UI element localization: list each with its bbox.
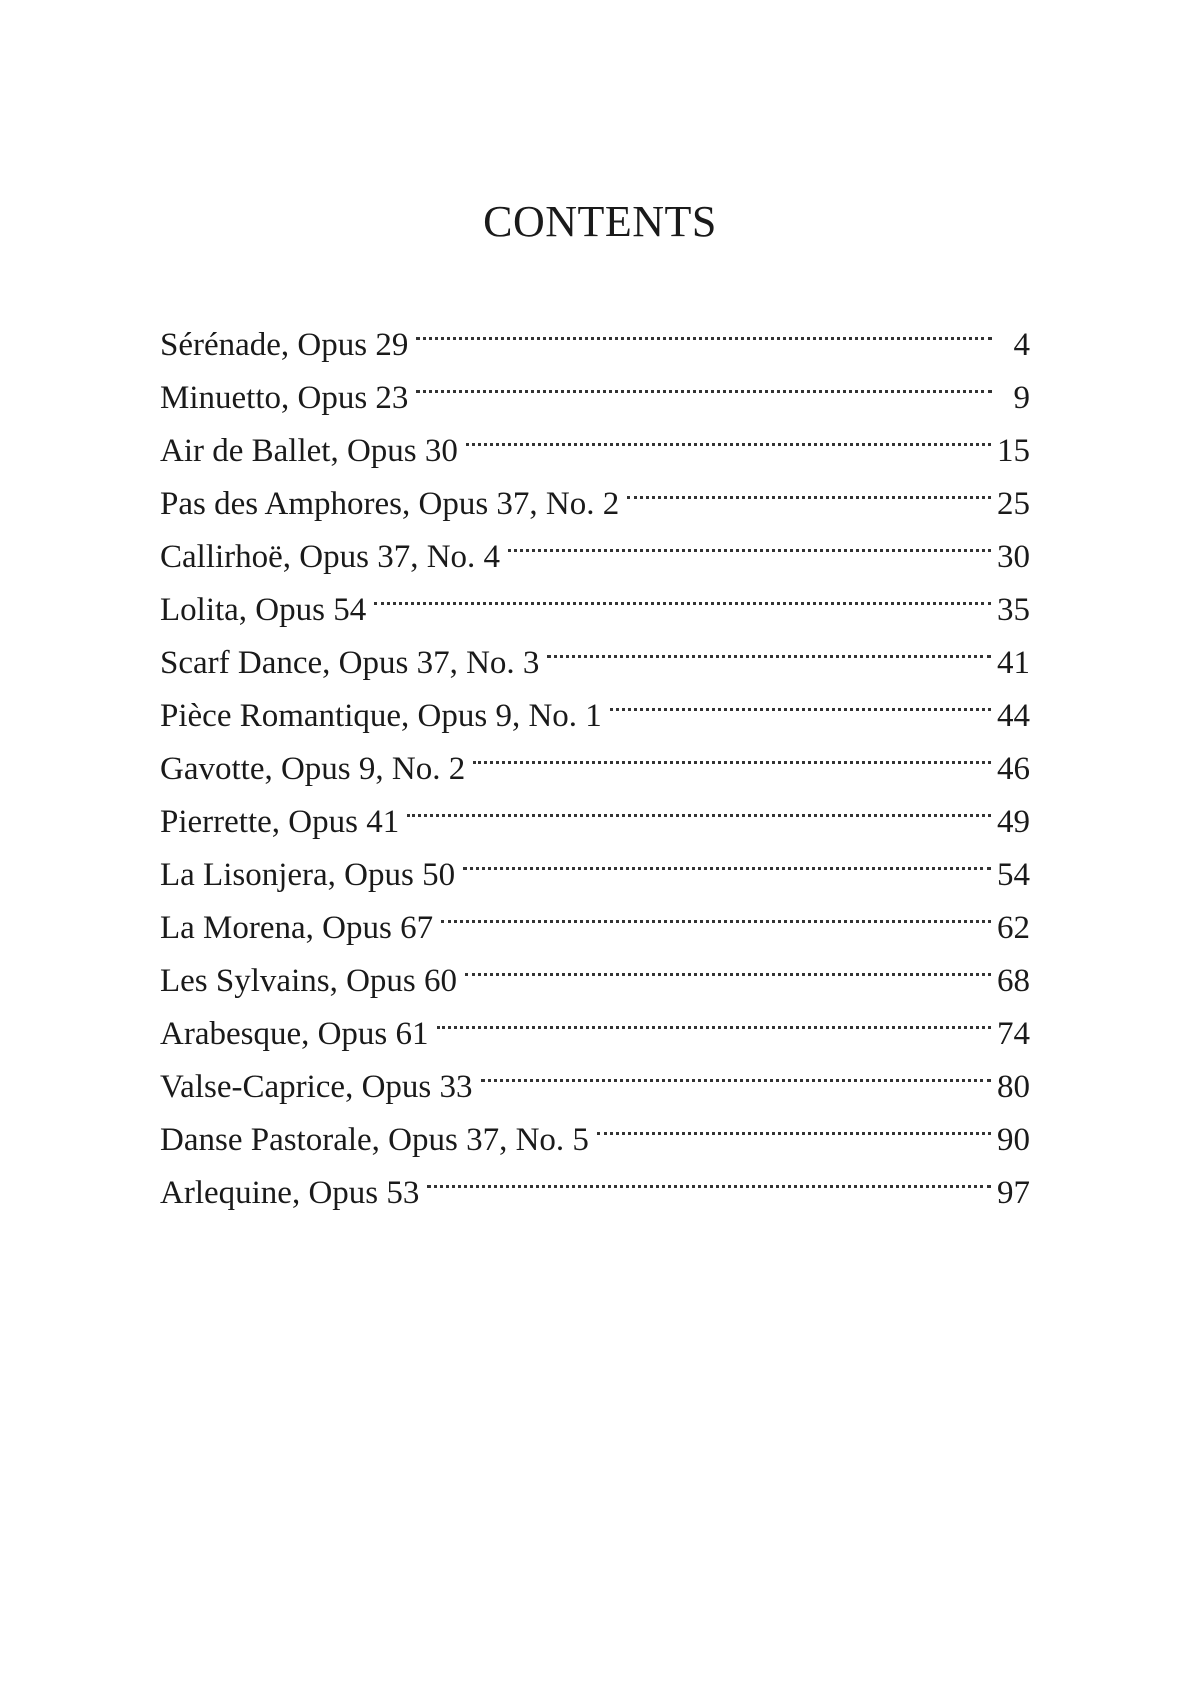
toc-entry-page: 46 <box>997 751 1030 787</box>
dot-leader <box>372 567 993 620</box>
toc-entry-title: Air de Ballet, Opus 30 <box>160 433 458 469</box>
toc-entry-page: 80 <box>997 1069 1030 1105</box>
dot-leader <box>479 1044 993 1097</box>
dot-leader <box>414 302 994 355</box>
toc-entry-page: 49 <box>997 804 1030 840</box>
toc-entry-title: Arabesque, Opus 61 <box>160 1016 429 1052</box>
dot-leader <box>414 355 994 408</box>
dot-leader <box>506 514 993 567</box>
toc-entry-title: Pièce Romantique, Opus 9, No. 1 <box>160 698 602 734</box>
toc-entry-title: La Morena, Opus 67 <box>160 910 434 946</box>
toc-entry-title: Arlequine, Opus 53 <box>160 1175 420 1211</box>
dot-leader <box>461 832 993 885</box>
toc-entry-page: 35 <box>997 592 1030 628</box>
dot-leader <box>463 938 993 991</box>
toc-entry-title: Gavotte, Opus 9, No. 2 <box>160 751 466 787</box>
dot-leader <box>608 673 993 726</box>
table-of-contents <box>160 302 1030 1211</box>
toc-entry-title: Danse Pastorale, Opus 37, No. 5 <box>160 1122 589 1158</box>
dot-leader <box>545 620 993 673</box>
toc-entry-page: 41 <box>997 645 1030 681</box>
toc-entry-title: Pierrette, Opus 41 <box>160 804 400 840</box>
toc-entry-page: 15 <box>997 433 1030 469</box>
toc-entry-page: 25 <box>997 486 1030 522</box>
toc-entry-title: Valse-Caprice, Opus 33 <box>160 1069 473 1105</box>
toc-entry-page: 9 <box>1013 380 1030 416</box>
dot-leader <box>625 461 993 514</box>
toc-entry-title: La Lisonjera, Opus 50 <box>160 857 456 893</box>
toc-entry-page: 54 <box>997 857 1030 893</box>
dot-leader <box>439 885 993 938</box>
toc-entry-page: 30 <box>997 539 1030 575</box>
toc-entry-title: Minuetto, Opus 23 <box>160 380 409 416</box>
toc-entry-title: Les Sylvains, Opus 60 <box>160 963 457 999</box>
dot-leader <box>595 1097 993 1150</box>
toc-entry-title: Lolita, Opus 54 <box>160 592 367 628</box>
dot-leader <box>464 408 993 461</box>
toc-entry-page: 68 <box>997 963 1030 999</box>
dot-leader <box>425 1150 993 1203</box>
toc-entry-title: Sérénade, Opus 29 <box>160 327 409 363</box>
dot-leader <box>405 779 993 832</box>
toc-entry-title: Pas des Amphores, Opus 37, No. 2 <box>160 486 620 522</box>
toc-entry-page: 90 <box>997 1122 1030 1158</box>
page-title: CONTENTS <box>483 197 717 246</box>
toc-entry-page: 74 <box>997 1016 1030 1052</box>
toc-entry-title: Callirhoë, Opus 37, No. 4 <box>160 539 501 575</box>
toc-entry-page: 44 <box>997 698 1030 734</box>
toc-entry-title: Scarf Dance, Opus 37, No. 3 <box>160 645 540 681</box>
toc-entry-page: 62 <box>997 910 1030 946</box>
toc-entry-page: 97 <box>997 1175 1030 1211</box>
toc-entry <box>160 302 1030 363</box>
dot-leader <box>471 726 993 779</box>
toc-entry-page: 4 <box>1013 327 1030 363</box>
dot-leader <box>435 991 993 1044</box>
